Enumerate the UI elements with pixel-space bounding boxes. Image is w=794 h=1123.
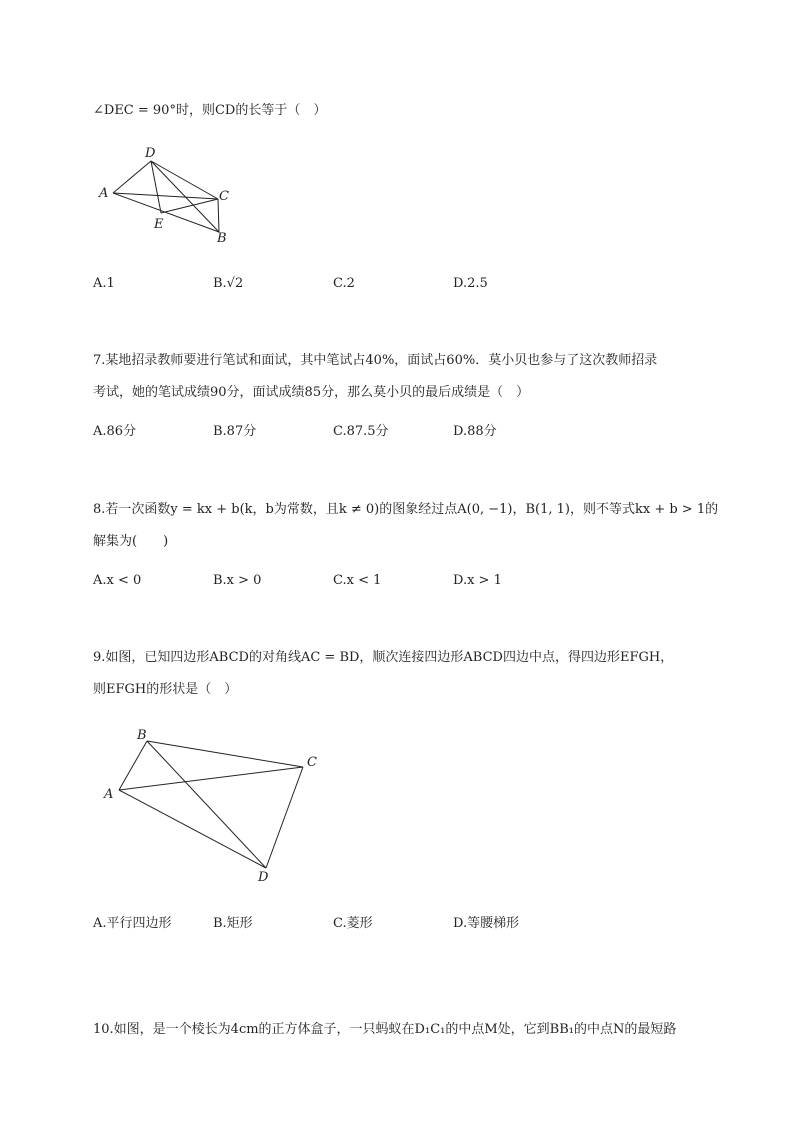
q6-label-E: E: [154, 217, 164, 232]
q8-option-a: A.x < 0: [93, 573, 142, 588]
q9-option-d: D.等腰梯形: [453, 916, 520, 931]
q6-segment-AB: [113, 193, 219, 232]
q7-option-c: C.87.5分: [333, 424, 389, 439]
q6-label-B: B: [217, 231, 227, 246]
q6-option-d: D.2.5: [453, 276, 488, 291]
q8-option-b: B.x > 0: [213, 573, 262, 588]
q9-segment-CD: [266, 767, 303, 868]
q6-segment-DE: [151, 161, 161, 213]
q6-option-c: C.2: [333, 276, 355, 291]
q9-option-c: C.菱形: [333, 916, 373, 931]
q8-line-2: 解集为( ): [93, 534, 169, 549]
q9-label-C: C: [307, 755, 317, 770]
q6-figure: [95, 145, 245, 250]
q6-label-D: D: [145, 146, 156, 161]
q6-stem-tail: ∠DEC = 90°时，则CD的长等于（ ）: [93, 103, 327, 118]
q6-label-A: A: [99, 186, 109, 201]
q9-line-1: 9.如图，已知四边形ABCD的对角线AC = BD，顺次连接四边形ABCD四边中点，得四边形EFGH，: [93, 650, 674, 665]
q9-option-a: A.平行四边形: [93, 916, 172, 931]
q9-diagonal-AC: [119, 767, 303, 790]
q9-segment-AB: [119, 741, 147, 790]
q9-option-b: B.矩形: [213, 916, 253, 931]
q9-figure: [100, 725, 330, 890]
q9-diagonal-BD: [147, 741, 266, 868]
q7-option-d: D.88分: [453, 424, 497, 439]
q6-segment-AD: [113, 161, 151, 193]
q9-segment-BC: [147, 741, 303, 767]
q7-line-1: 7.某地招录教师要进行笔试和面试，其中笔试占40%，面试占60%．莫小贝也参与了这次教师招录: [93, 353, 658, 368]
q9-label-D: D: [258, 870, 269, 885]
q9-label-B: B: [137, 728, 147, 743]
q6-label-C: C: [219, 189, 229, 204]
q6-segment-DC: [151, 161, 218, 199]
q6-segment-AC: [113, 193, 218, 199]
q9-line-2: 则EFGH的形状是（ ）: [93, 682, 238, 697]
q6-option-a: A.1: [93, 276, 115, 291]
q9-label-A: A: [104, 787, 114, 802]
q8-option-c: C.x < 1: [333, 573, 382, 588]
q8-line-1: 8.若一次函数y = kx + b(k，b为常数，且k ≠ 0)的图象经过点A(0, −1)，B(1, 1)，则不等式kx + b > 1的: [93, 502, 719, 517]
q9-segment-DA: [119, 790, 266, 868]
q10-line-1: 10.如图，是一个棱长为4cm的正方体盒子，一只蚂蚁在D₁C₁的中点M处，它到BB₁的中点N的最短路: [93, 1022, 677, 1037]
q7-option-a: A.86分: [93, 424, 137, 439]
q6-option-b: B.√2: [213, 276, 244, 291]
q7-option-b: B.87分: [213, 424, 257, 439]
q8-option-d: D.x > 1: [453, 573, 502, 588]
q7-line-2: 考试，她的笔试成绩90分，面试成绩85分，那么莫小贝的最后成绩是（ ）: [93, 385, 530, 400]
